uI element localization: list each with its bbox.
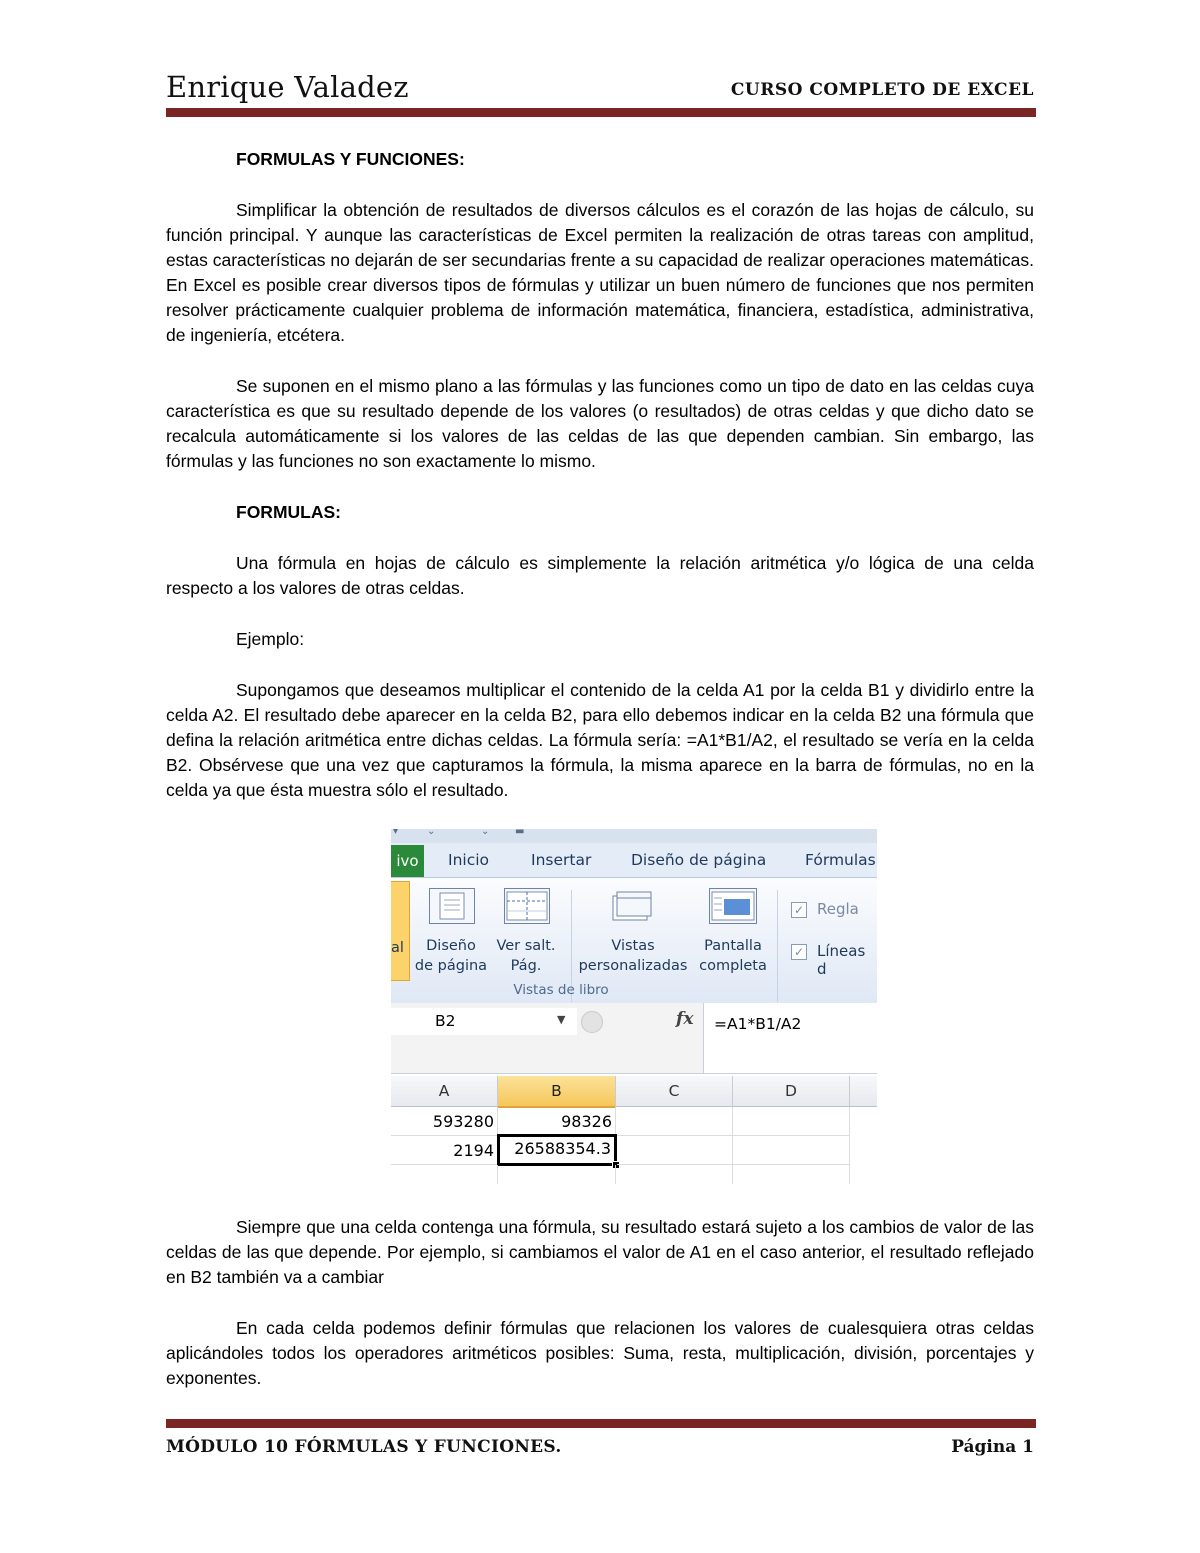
quick-access-toolbar: ▾ ⌄ ⌄ ▬ [391, 829, 877, 843]
workbook-views-group-label: Vistas de libro [513, 982, 609, 998]
formula-input[interactable] [703, 1003, 877, 1073]
paragraph-operators: En cada celda podemos definir fórmulas que relacionen los valores de cualesquiera otras celdas aplicándoles todos los operadores aritméticos posibles: Suma, resta, multiplicación, división, porcentajes y exponentes. [166, 1318, 1034, 1388]
tab-home[interactable]: Inicio [448, 851, 490, 869]
cell-b3[interactable] [498, 1165, 616, 1184]
cell-d2[interactable] [733, 1136, 850, 1165]
excel-screenshot [391, 829, 877, 1184]
name-box-value: B2 [435, 1012, 456, 1030]
tab-insert[interactable]: Insertar [531, 851, 592, 869]
tab-formulas[interactable]: Fórmulas [805, 851, 876, 869]
footer-rule [166, 1419, 1036, 1428]
normal-view-label: al [391, 940, 404, 956]
footer-module-title: MÓDULO 10 FÓRMULAS Y FUNCIONES. [166, 1437, 562, 1457]
full-screen-icon[interactable] [709, 888, 757, 924]
cell-d1[interactable] [733, 1107, 850, 1136]
formula-bar-resize-icon[interactable] [581, 1011, 603, 1033]
tab-page-layout[interactable]: Diseño de página [631, 851, 767, 869]
gridlines-label: Líneas d [817, 942, 866, 978]
paragraph-example: Supongamos que deseamos multiplicar el contenido de la celda A1 por la celda B1 y dividirlo entre la celda A2. El resultado debe aparecer en la celda B2, para ello debemos indicar en la celda B2 una fórmula que defina la relación aritmética entre dichas celdas. La fórmula sería: =A1*B1/A2, el resultado se vería en la celda B2. Obsérvese que una vez que capturamos la fórmula, la misma aparece en la barra de fórmulas, no en la celda ya que ésta muestra sólo el resultado. [166, 680, 1034, 800]
paragraph-intro: Simplificar la obtención de resultados de diversos cálculos es el corazón de las hojas de cálculo, su función principal. Y aunque las características de Excel permiten la realización de otras tareas con amplitud, estas características no dejarán de ser secundarias frente a su capacidad de realizar operaciones matemáticas. En Excel es posible crear diversos tipos de fórmulas y utilizar un buen número de funciones que nos permiten resolver prácticamente cualquier problema de información matemática, financiera, estadística, administrativa, de ingeniería, etcétera. [166, 200, 1034, 345]
cell-a1[interactable]: 593280 [391, 1107, 498, 1136]
ribbon-tabs [391, 843, 877, 877]
cell-a3[interactable] [391, 1165, 498, 1184]
cell-b2[interactable]: 26588354.3 [497, 1134, 617, 1166]
gridlines-checkbox[interactable]: ✓ [791, 944, 807, 960]
cell-c2[interactable] [617, 1136, 733, 1165]
custom-views-icon[interactable] [611, 890, 653, 922]
document-body-continued [166, 1215, 1034, 1391]
ribbon-view [391, 877, 877, 1004]
tab-file[interactable]: ivo [391, 845, 424, 877]
normal-view-button[interactable] [391, 881, 410, 981]
column-header-c[interactable]: C [616, 1076, 733, 1107]
formula-text: =A1*B1/A2 [714, 1015, 802, 1033]
cell-c1[interactable] [616, 1107, 733, 1136]
heading-formulas-functions: FORMULAS Y FUNCIONES: [236, 149, 465, 169]
page-layout-view-label[interactable]: Diseño de página [414, 938, 488, 974]
header-course-title: CURSO COMPLETO DE EXCEL [730, 80, 1034, 100]
column-header-b[interactable]: B [498, 1076, 616, 1108]
page-break-preview-icon[interactable] [504, 888, 550, 924]
page-break-preview-label[interactable]: Ver salt. Pág. [496, 938, 556, 974]
custom-views-label[interactable]: Vistas personalizadas [578, 938, 688, 974]
paragraph-same-plane: Se suponen en el mismo plano a las fórmulas y las funciones como un tipo de dato en las celdas cuya característica es que su resultado depende de los valores (o resultados) de otras celdas y que dicho dato se recalcula automáticamente si los valores de las celdas de las que dependen cambian. Sin embargo, las fórmulas y las funciones no son exactamente lo mismo. [166, 376, 1034, 471]
cell-c3[interactable] [616, 1165, 733, 1184]
worksheet-grid [391, 1074, 877, 1184]
header-rule [166, 108, 1036, 117]
ruler-label: Regla [817, 900, 859, 918]
heading-formulas: FORMULAS: [236, 502, 341, 522]
formula-bar [391, 1003, 877, 1074]
cell-d3[interactable] [733, 1165, 850, 1184]
document-body [166, 147, 1034, 803]
header-author: Enrique Valadez [166, 70, 409, 104]
footer-page-number: Página 1 [951, 1437, 1034, 1457]
paragraph-dependency: Siempre que una celda contenga una fórmula, su resultado estará sujeto a los cambios de valor de las celdas de las que depende. Por ejemplo, si cambiamos el valor de A1 en el caso anterior, el resultado reflejado en B2 también va a cambiar [166, 1217, 1034, 1287]
full-screen-label[interactable]: Pantalla completa [699, 938, 767, 974]
chevron-down-icon[interactable]: ▼ [557, 1013, 566, 1026]
paragraph-formula-definition: Una fórmula en hojas de cálculo es simplemente la relación aritmética y/o lógica de una celda respecto a los valores de otras celdas. [166, 553, 1034, 598]
column-header-a[interactable]: A [391, 1076, 498, 1107]
cell-a2[interactable]: 2194 [391, 1136, 498, 1165]
paragraph-example-label: Ejemplo: [236, 629, 305, 649]
column-header-e[interactable] [850, 1076, 877, 1107]
ruler-checkbox[interactable]: ✓ [791, 902, 807, 918]
page-layout-view-icon[interactable] [429, 888, 475, 924]
name-box[interactable] [391, 1008, 577, 1035]
column-header-d[interactable]: D [733, 1076, 850, 1107]
cell-b1[interactable]: 98326 [498, 1107, 616, 1136]
insert-function-icon[interactable]: fx [676, 1009, 694, 1029]
